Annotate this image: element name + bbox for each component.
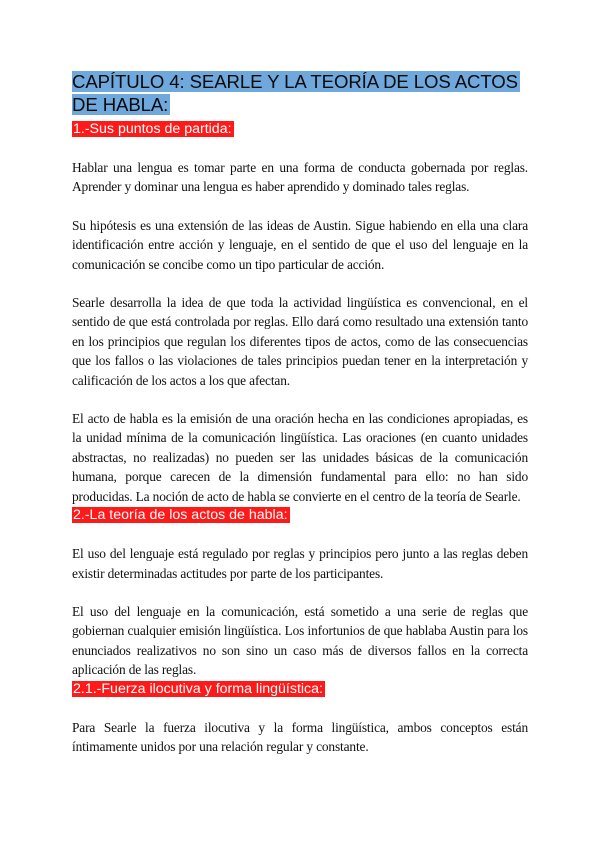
section-heading-1 — [72, 120, 528, 139]
paragraph: El acto de habla es la emisión de una oración hecha en las condiciones apropiadas, es la unidad mínima de la comunicación lingüística. Las oraciones (en cuanto unidades abstractas, no realizadas) no pueden ser las unidades básicas de la comunicación humana, porque carecen de la dimensión fundamental para ello: no han sido producidas. La noción de acto de habla se convierte en el centro de la teoría de Searle. — [72, 411, 528, 504]
chapter-title — [72, 70, 528, 116]
section-heading-3 — [72, 680, 528, 699]
paragraph: Su hipótesis es una extensión de las ideas de Austin. Sigue habiendo en ella una clara identificación entre acción y lenguaje, en el sentido de que el uso del lenguaje en la comunicación se concibe como un tipo particular de acción. — [72, 217, 528, 272]
paragraph: El uso del lenguaje en la comunicación, está sometido a una serie de reglas que gobiernan cualquier emisión lingüística. Los infortunios de que hablaba Austin para los enunciados realizativos no son sino un caso más de diversos fallos en la correcta aplicación de las reglas. — [72, 603, 528, 678]
document-page — [72, 70, 528, 756]
section-heading-2 — [72, 506, 528, 525]
section-heading-2-text: 2.-La teoría de los actos de habla: — [73, 507, 288, 524]
section-heading-3-text: 2.1.-Fuerza ilocutiva y forma lingüística: — [73, 680, 323, 697]
paragraph: Hablar una lengua es tomar parte en una forma de conducta gobernada por reglas. Aprender y dominar una lengua es haber aprendido y dominado tales reglas. — [72, 160, 528, 195]
paragraph: Para Searle la fuerza ilocutiva y la forma lingüística, ambos conceptos están íntimamente unidos por una relación regular y constante. — [72, 719, 528, 754]
paragraph: Searle desarrolla la idea de que toda la actividad lingüística es convencional, en el sentido de que está controlada por reglas. Ello dará como resultado una extensión tanto en los principios que regulan los diferentes tipos de actos, como de las consecuencias que los fallos o las violaciones de tales principios puedan tener en la interpretación y calificación de los actos a los que afectan. — [72, 295, 528, 388]
chapter-title-text: CAPÍTULO 4: SEARLE Y LA TEORÍA DE LOS ACTOS DE HABLA: — [72, 71, 518, 115]
paragraph: El uso del lenguaje está regulado por reglas y principios pero junto a las reglas deben existir determinadas actitudes por parte de los participantes. — [72, 546, 528, 581]
section-heading-1-text: 1.-Sus puntos de partida: — [73, 121, 232, 137]
